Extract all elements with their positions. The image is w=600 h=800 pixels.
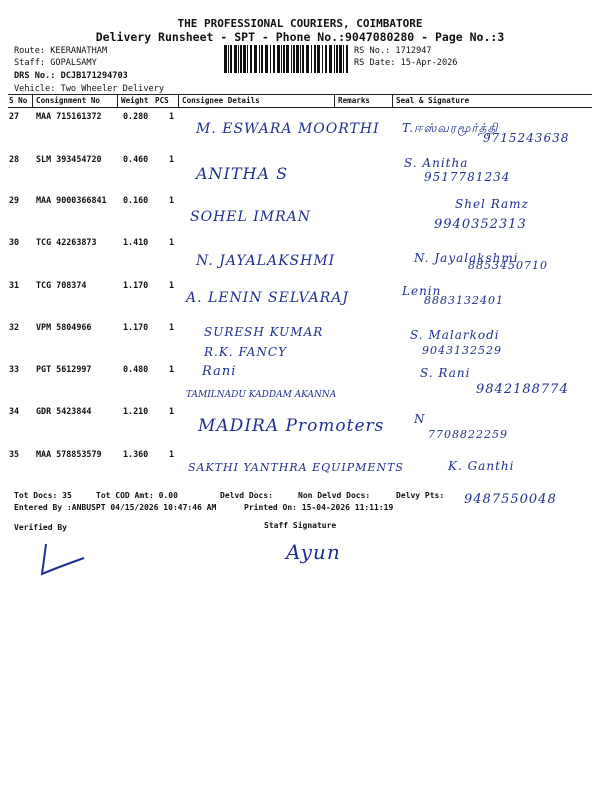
col-divider xyxy=(32,95,33,107)
barcode-bar xyxy=(238,45,239,73)
row-consignee-line2: TAMILNADU KADDAM AKANNA xyxy=(186,390,337,400)
row-weight: 1.210 xyxy=(123,406,149,416)
row-sno: 33 xyxy=(9,364,20,374)
barcode-bar xyxy=(336,45,338,73)
barcode-bar xyxy=(281,45,282,73)
barcode-bar xyxy=(306,45,309,73)
row-consignee: N. JAYALAKSHMI xyxy=(196,253,336,269)
barcode-bar xyxy=(291,45,292,73)
row-pcs: 1 xyxy=(169,322,175,332)
row-consignee: Rani xyxy=(202,364,237,379)
row-consignment: MAA 9000366841 xyxy=(36,195,107,205)
barcode-bar xyxy=(261,45,263,73)
barcode-bar xyxy=(343,45,344,73)
row-signature: Lenin xyxy=(402,284,442,298)
row-sno: 34 xyxy=(9,406,20,416)
col-header-consignee: Consignee Details xyxy=(182,96,260,105)
total-docs: Tot Docs: 35 xyxy=(14,491,72,500)
row-weight: 0.160 xyxy=(123,195,149,205)
barcode-bar xyxy=(270,45,271,73)
barcode-bar xyxy=(228,45,229,73)
col-divider xyxy=(392,95,393,107)
barcode-bar xyxy=(247,45,248,73)
row-phone: 9043132529 xyxy=(422,344,502,357)
row-signature: S. Anitha xyxy=(404,156,469,170)
vehicle-label: Vehicle: Two Wheeler Delivery xyxy=(14,84,165,94)
col-header-weight: Weight xyxy=(121,96,149,105)
barcode-bar xyxy=(277,45,280,73)
col-header-sno: S No xyxy=(9,96,28,105)
row-weight: 1.170 xyxy=(123,322,149,332)
barcode-bar xyxy=(259,45,260,73)
barcode-bar xyxy=(311,45,312,73)
row-consignment: PGT 5612997 xyxy=(36,364,92,374)
barcode-bar xyxy=(240,45,242,73)
barcode-bar xyxy=(296,45,299,73)
row-consignment: SLM 393454720 xyxy=(36,154,102,164)
row-sno: 31 xyxy=(9,280,20,290)
row-sno: 27 xyxy=(9,111,20,121)
barcode-bar xyxy=(346,45,348,73)
row-sno: 30 xyxy=(9,237,20,247)
row-pcs: 1 xyxy=(169,111,175,121)
verified-by-label: Verified By xyxy=(14,523,67,532)
rs-date: RS Date: 15-Apr-2026 xyxy=(354,58,458,68)
barcode-bar xyxy=(325,45,327,73)
col-header-remarks: Remarks xyxy=(338,96,371,105)
row-consignee: SURESH KUMAR R.K. FANCY xyxy=(204,325,324,359)
row-weight: 0.280 xyxy=(123,111,149,121)
entered-by: Entered By :ANBUSPT 04/15/2026 10:47:46 AM xyxy=(14,503,217,512)
barcode-bar xyxy=(322,45,323,73)
barcode-bar xyxy=(334,45,335,73)
barcode-bar xyxy=(224,45,227,73)
col-divider xyxy=(334,95,335,107)
barcode-bar xyxy=(339,45,342,73)
barcode-bar xyxy=(243,45,246,73)
table-header-rule xyxy=(8,107,592,108)
footer-phone: 9487550048 xyxy=(464,492,557,507)
row-pcs: 1 xyxy=(169,195,175,205)
barcode-bar xyxy=(273,45,275,73)
barcode-bar xyxy=(300,45,301,73)
row-signature: N. Jayalakshmi xyxy=(414,251,519,265)
route-label: Route: KEERANATHAM xyxy=(14,46,108,56)
barcode-bar xyxy=(302,45,304,73)
row-signature: S. Rani xyxy=(420,366,471,380)
staff-signature-mark: Ayun xyxy=(286,540,341,564)
rs-number: RS No.: 1712947 xyxy=(354,46,432,56)
row-pcs: 1 xyxy=(169,280,175,290)
row-weight: 1.360 xyxy=(123,449,149,459)
row-weight: 0.460 xyxy=(123,154,149,164)
row-sno: 35 xyxy=(9,449,20,459)
row-pcs: 1 xyxy=(169,406,175,416)
row-phone: 7708822259 xyxy=(428,428,508,441)
total-cod-amount: Tot COD Amt: 0.00 xyxy=(96,491,178,500)
barcode-bar xyxy=(234,45,237,73)
row-pcs: 1 xyxy=(169,364,175,374)
barcode-bar xyxy=(329,45,332,73)
barcode-bar xyxy=(250,45,252,73)
row-consignee: M. ESWARA MOORTHI xyxy=(196,121,380,137)
row-weight: 1.170 xyxy=(123,280,149,290)
row-sno: 32 xyxy=(9,322,20,332)
barcode-bar xyxy=(230,45,232,73)
row-signature: T.ஈஸ்வரமூர்த்தி xyxy=(402,121,499,135)
row-phone: 9517781234 xyxy=(424,170,511,184)
col-header-seal: Seal & Signature xyxy=(396,96,470,105)
barcode-image xyxy=(224,45,350,73)
barcode-bar xyxy=(254,45,257,73)
row-consignment: VPM 5804966 xyxy=(36,322,92,332)
row-phone: 9715243638 xyxy=(483,131,570,145)
row-consignee: A. LENIN SELVARAJ xyxy=(186,290,349,306)
col-header-pcs: PCS xyxy=(155,96,169,105)
barcode-bar xyxy=(265,45,268,73)
row-signature: N xyxy=(414,412,426,426)
row-pcs: 1 xyxy=(169,154,175,164)
row-consignment: MAA 715161372 xyxy=(36,111,102,121)
drs-number: DRS No.: DCJB171294703 xyxy=(14,71,128,81)
row-consignee: ANITHA S xyxy=(196,164,289,183)
row-phone: 8883132401 xyxy=(424,294,504,307)
row-signature: Shel Ramz xyxy=(455,197,529,211)
col-divider xyxy=(178,95,179,107)
verifier-signature-mark xyxy=(36,540,96,580)
printed-on: Printed On: 15-04-2026 11:11:19 xyxy=(244,503,394,512)
runsheet-title: Delivery Runsheet - SPT - Phone No.:9047080280 - Page No.:3 xyxy=(95,30,505,44)
staff-label: Staff: GOPALSAMY xyxy=(14,58,97,68)
row-consignment: TCG 42263873 xyxy=(36,237,97,247)
company-name: THE PROFESSIONAL COURIERS, COIMBATORE xyxy=(177,17,423,30)
col-divider xyxy=(117,95,118,107)
barcode-bar xyxy=(286,45,289,73)
barcode-bar xyxy=(293,45,295,73)
row-weight: 1.410 xyxy=(123,237,149,247)
row-phone: 9940352313 xyxy=(434,217,527,232)
staff-signature-label: Staff Signature xyxy=(264,521,337,530)
non-delivered-docs: Non Delvd Docs: xyxy=(298,491,371,500)
row-weight: 0.480 xyxy=(123,364,149,374)
col-header-consignment: Consignment No xyxy=(36,96,101,105)
table-top-rule xyxy=(8,94,592,95)
delivered-docs: Delvd Docs: xyxy=(220,491,273,500)
barcode-bar xyxy=(283,45,285,73)
row-sno: 28 xyxy=(9,154,20,164)
barcode-bar xyxy=(317,45,320,73)
row-consignment: TCG 708374 xyxy=(36,280,87,290)
row-consignee: MADIRA Promoters xyxy=(198,416,385,436)
row-signature: K. Ganthi xyxy=(448,459,515,473)
row-consignment: MAA 578853579 xyxy=(36,449,102,459)
delivery-points: Delvy Pts: xyxy=(396,491,445,500)
row-consignment: GDR 5423844 xyxy=(36,406,92,416)
row-phone: 8853450710 xyxy=(468,259,548,272)
row-pcs: 1 xyxy=(169,237,175,247)
row-sno: 29 xyxy=(9,195,20,205)
row-consignee: SAKTHI YANTHRA EQUIPMENTS xyxy=(188,461,404,474)
row-pcs: 1 xyxy=(169,449,175,459)
row-consignee: SOHEL IMRAN xyxy=(190,209,312,225)
row-phone: 9842188774 xyxy=(476,382,569,397)
row-signature: S. Malarkodi xyxy=(410,328,500,342)
barcode-bar xyxy=(314,45,316,73)
